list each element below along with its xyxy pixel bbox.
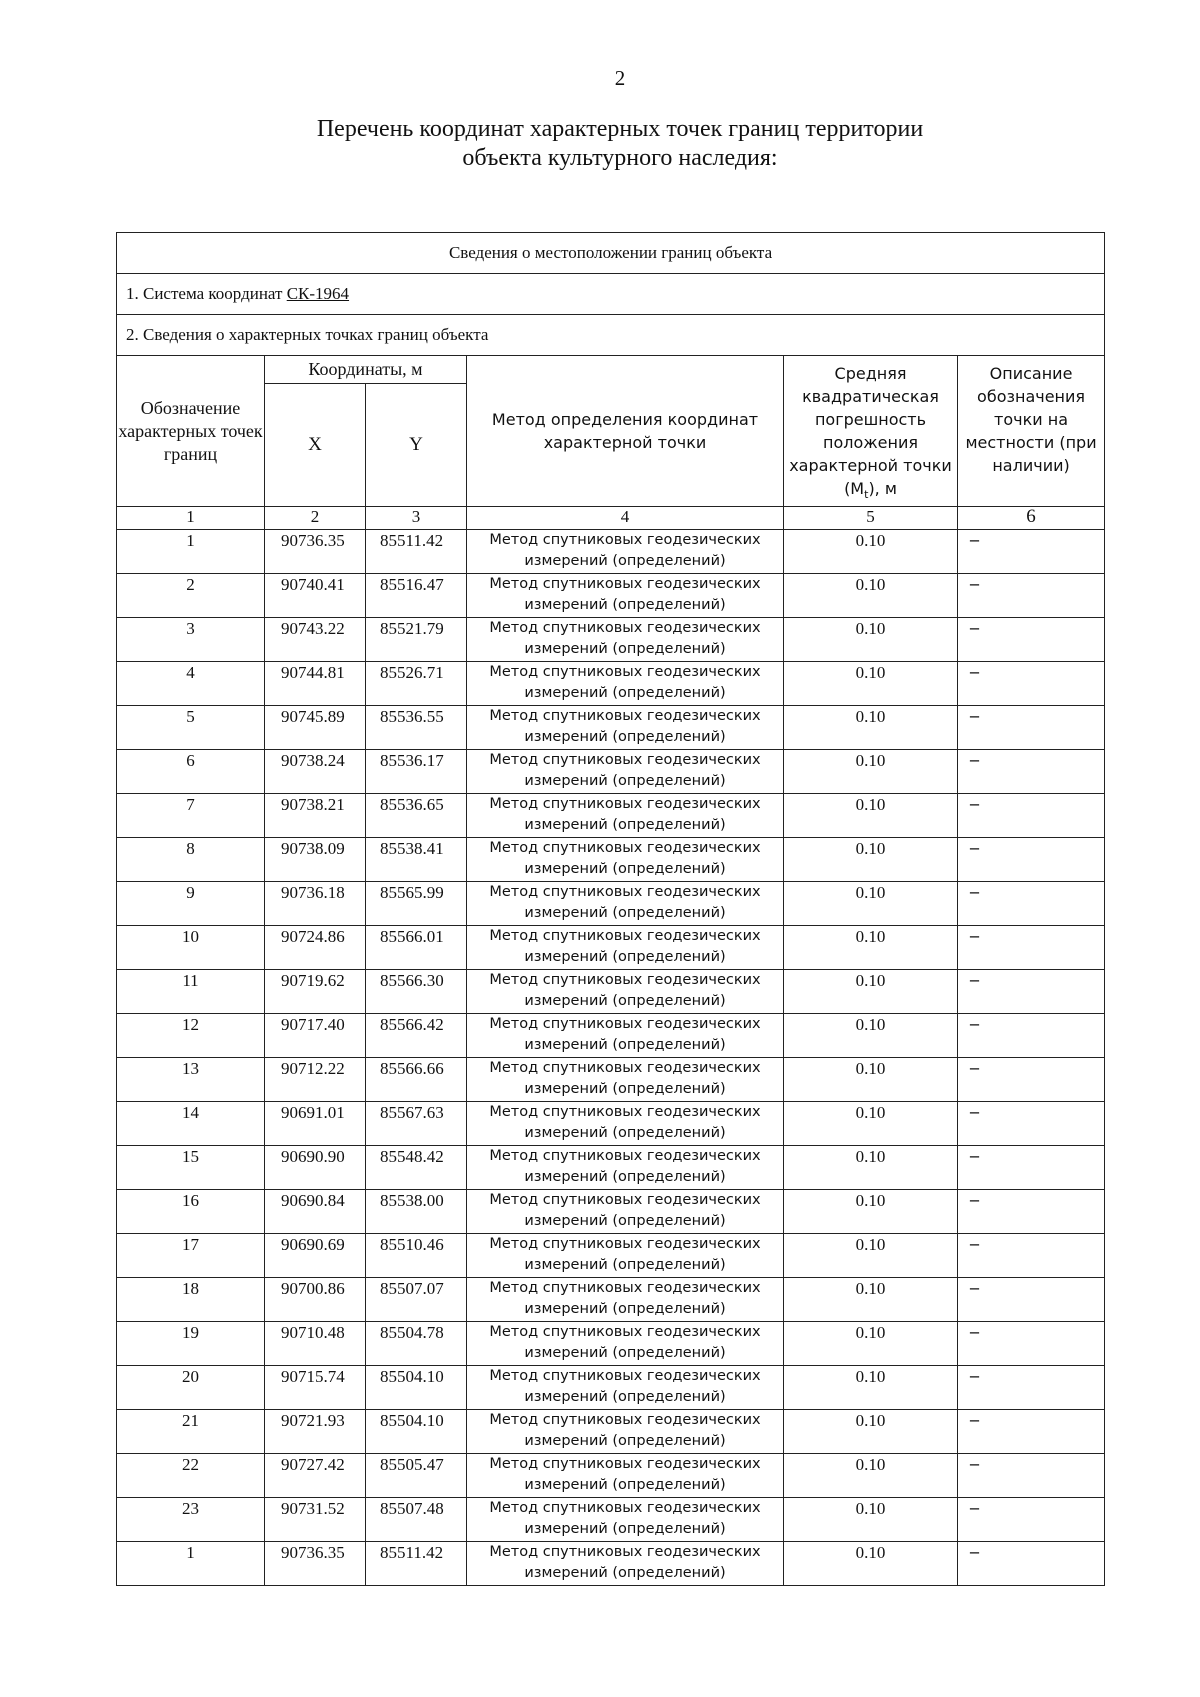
- x-cell: 90690.90: [265, 1146, 366, 1190]
- point-cell: 3: [117, 618, 265, 662]
- error-cell: 0.10: [784, 1014, 958, 1058]
- table-row: [117, 1146, 1105, 1190]
- point-cell: 21: [117, 1410, 265, 1454]
- method-line-2: измерений (определений): [524, 597, 726, 614]
- table-row: [117, 1102, 1105, 1146]
- y-cell: 85566.30: [366, 970, 467, 1014]
- table-row: [117, 882, 1105, 926]
- point-cell: 19: [117, 1322, 265, 1366]
- header-point: Обозначение характерных точек границ: [117, 356, 265, 507]
- method-cell: [467, 1190, 784, 1234]
- error-cell: 0.10: [784, 1366, 958, 1410]
- point-cell: 2: [117, 574, 265, 618]
- table-row: [117, 750, 1105, 794]
- header-x: X: [265, 383, 366, 506]
- x-cell: 90717.40: [265, 1014, 366, 1058]
- column-number: 2: [265, 507, 366, 530]
- error-cell: 0.10: [784, 1542, 958, 1586]
- method-line-2: измерений (определений): [524, 1125, 726, 1142]
- method-line-1: Метод спутниковых геодезических: [489, 1104, 761, 1121]
- method-cell: [467, 1366, 784, 1410]
- method-line-1: Метод спутниковых геодезических: [489, 1412, 761, 1429]
- method-cell: [467, 1410, 784, 1454]
- y-cell: 85567.63: [366, 1102, 467, 1146]
- table-row: [117, 618, 1105, 662]
- method-line-2: измерений (определений): [524, 729, 726, 746]
- point-cell: 9: [117, 882, 265, 926]
- x-cell: 90738.21: [265, 794, 366, 838]
- method-cell: [467, 662, 784, 706]
- table-row: [117, 706, 1105, 750]
- y-cell: 85538.41: [366, 838, 467, 882]
- x-cell: 90736.18: [265, 882, 366, 926]
- x-cell: 90691.01: [265, 1102, 366, 1146]
- method-cell: [467, 882, 784, 926]
- table-row: [117, 926, 1105, 970]
- point-cell: 12: [117, 1014, 265, 1058]
- point-cell: 1: [117, 1542, 265, 1586]
- method-line-2: измерений (определений): [524, 1345, 726, 1362]
- description-cell: –: [958, 1410, 1105, 1454]
- table-row: [117, 574, 1105, 618]
- x-cell: 90736.35: [265, 1542, 366, 1586]
- header-error: [784, 356, 958, 507]
- point-cell: 16: [117, 1190, 265, 1234]
- method-line-2: измерений (определений): [524, 993, 726, 1010]
- point-cell: 22: [117, 1454, 265, 1498]
- point-cell: 5: [117, 706, 265, 750]
- method-line-1: Метод спутниковых геодезических: [489, 884, 761, 901]
- point-cell: 20: [117, 1366, 265, 1410]
- description-cell: –: [958, 1102, 1105, 1146]
- point-cell: 18: [117, 1278, 265, 1322]
- error-cell: 0.10: [784, 662, 958, 706]
- error-cell: 0.10: [784, 882, 958, 926]
- method-line-2: измерений (определений): [524, 685, 726, 702]
- error-cell: 0.10: [784, 1234, 958, 1278]
- x-cell: 90710.48: [265, 1322, 366, 1366]
- x-cell: 90736.35: [265, 530, 366, 574]
- table-row: [117, 1498, 1105, 1542]
- method-cell: [467, 926, 784, 970]
- description-cell: –: [958, 1278, 1105, 1322]
- method-line-1: Метод спутниковых геодезических: [489, 664, 761, 681]
- error-cell: 0.10: [784, 794, 958, 838]
- point-cell: 11: [117, 970, 265, 1014]
- x-cell: 90721.93: [265, 1410, 366, 1454]
- description-cell: –: [958, 574, 1105, 618]
- method-line-2: измерений (определений): [524, 1521, 726, 1538]
- table-row: [117, 1058, 1105, 1102]
- x-cell: 90731.52: [265, 1498, 366, 1542]
- coordinates-table: [116, 232, 1105, 1586]
- description-cell: –: [958, 926, 1105, 970]
- method-cell: [467, 1102, 784, 1146]
- table-row: [117, 1014, 1105, 1058]
- y-cell: 85536.17: [366, 750, 467, 794]
- error-cell: 0.10: [784, 838, 958, 882]
- method-cell: [467, 750, 784, 794]
- column-header-row-1: [117, 356, 1105, 384]
- method-line-2: измерений (определений): [524, 553, 726, 570]
- method-cell: [467, 1234, 784, 1278]
- description-cell: –: [958, 882, 1105, 926]
- method-line-1: Метод спутниковых геодезических: [489, 1456, 761, 1473]
- method-line-1: Метод спутниковых геодезических: [489, 620, 761, 637]
- method-line-2: измерений (определений): [524, 1389, 726, 1406]
- x-cell: 90715.74: [265, 1366, 366, 1410]
- y-cell: 85536.55: [366, 706, 467, 750]
- method-cell: [467, 530, 784, 574]
- method-line-1: Метод спутниковых геодезических: [489, 752, 761, 769]
- description-cell: –: [958, 706, 1105, 750]
- method-line-1: Метод спутниковых геодезических: [489, 1060, 761, 1077]
- method-line-2: измерений (определений): [524, 1301, 726, 1318]
- coord-system-cell: [117, 274, 1105, 315]
- x-cell: 90727.42: [265, 1454, 366, 1498]
- method-line-1: Метод спутниковых геодезических: [489, 796, 761, 813]
- y-cell: 85565.99: [366, 882, 467, 926]
- table-row: [117, 530, 1105, 574]
- document-title-line-1: Перечень координат характерных точек границ территории: [316, 116, 924, 142]
- method-line-2: измерений (определений): [524, 1081, 726, 1098]
- description-cell: –: [958, 662, 1105, 706]
- description-cell: –: [958, 1498, 1105, 1542]
- method-cell: [467, 1058, 784, 1102]
- point-cell: 14: [117, 1102, 265, 1146]
- table-row: [117, 1190, 1105, 1234]
- method-cell: [467, 970, 784, 1014]
- header-y: Y: [366, 383, 467, 506]
- error-cell: 0.10: [784, 1454, 958, 1498]
- x-cell: 90740.41: [265, 574, 366, 618]
- method-line-2: измерений (определений): [524, 641, 726, 658]
- y-cell: 85511.42: [366, 530, 467, 574]
- header-method: Метод определения координат характерной точки: [467, 356, 784, 507]
- section-header: Сведения о местоположении границ объекта: [117, 233, 1105, 274]
- x-cell: 90700.86: [265, 1278, 366, 1322]
- column-numbers-row: [117, 507, 1105, 530]
- description-cell: –: [958, 1058, 1105, 1102]
- method-line-1: Метод спутниковых геодезических: [489, 840, 761, 857]
- method-cell: [467, 1278, 784, 1322]
- method-line-2: измерений (определений): [524, 1169, 726, 1186]
- table-row: [117, 1410, 1105, 1454]
- method-line-1: Метод спутниковых геодезических: [489, 576, 761, 593]
- method-line-1: Метод спутниковых геодезических: [489, 1016, 761, 1033]
- y-cell: 85566.42: [366, 1014, 467, 1058]
- error-cell: 0.10: [784, 926, 958, 970]
- description-cell: –: [958, 530, 1105, 574]
- coord-system-label: 1. Система координат: [126, 284, 283, 303]
- column-number: 3: [366, 507, 467, 530]
- error-cell: 0.10: [784, 1278, 958, 1322]
- method-line-2: измерений (определений): [524, 861, 726, 878]
- method-line-2: измерений (определений): [524, 1257, 726, 1274]
- x-cell: 90745.89: [265, 706, 366, 750]
- point-cell: 23: [117, 1498, 265, 1542]
- table-row: [117, 662, 1105, 706]
- method-cell: [467, 1498, 784, 1542]
- description-cell: –: [958, 1366, 1105, 1410]
- method-cell: [467, 1542, 784, 1586]
- table-row: [117, 970, 1105, 1014]
- point-cell: 17: [117, 1234, 265, 1278]
- table-row: [117, 838, 1105, 882]
- y-cell: 85516.47: [366, 574, 467, 618]
- points-header-row: [117, 315, 1105, 356]
- y-cell: 85526.71: [366, 662, 467, 706]
- method-cell: [467, 1322, 784, 1366]
- description-cell: –: [958, 1454, 1105, 1498]
- method-line-1: Метод спутниковых геодезических: [489, 972, 761, 989]
- column-number: 5: [784, 507, 958, 530]
- method-line-2: измерений (определений): [524, 1433, 726, 1450]
- point-cell: 15: [117, 1146, 265, 1190]
- y-cell: 85536.65: [366, 794, 467, 838]
- method-line-1: Метод спутниковых геодезических: [489, 928, 761, 945]
- error-cell: 0.10: [784, 1058, 958, 1102]
- description-cell: –: [958, 1190, 1105, 1234]
- error-cell: 0.10: [784, 1102, 958, 1146]
- point-cell: 1: [117, 530, 265, 574]
- method-cell: [467, 574, 784, 618]
- description-cell: –: [958, 970, 1105, 1014]
- method-line-1: Метод спутниковых геодезических: [489, 1192, 761, 1209]
- error-cell: 0.10: [784, 1498, 958, 1542]
- method-line-2: измерений (определений): [524, 817, 726, 834]
- y-cell: 85510.46: [366, 1234, 467, 1278]
- error-cell: 0.10: [784, 1410, 958, 1454]
- section-header-row: [117, 233, 1105, 274]
- description-cell: –: [958, 1322, 1105, 1366]
- error-cell: 0.10: [784, 750, 958, 794]
- table-row: [117, 1542, 1105, 1586]
- description-cell: –: [958, 1234, 1105, 1278]
- error-cell: 0.10: [784, 1322, 958, 1366]
- header-error-main: Средняя квадратическая погрешность положения характерной точки (M: [789, 364, 952, 498]
- y-cell: 85566.66: [366, 1058, 467, 1102]
- table-row: [117, 1278, 1105, 1322]
- y-cell: 85566.01: [366, 926, 467, 970]
- x-cell: 90690.84: [265, 1190, 366, 1234]
- error-cell: 0.10: [784, 706, 958, 750]
- x-cell: 90719.62: [265, 970, 366, 1014]
- y-cell: 85548.42: [366, 1146, 467, 1190]
- method-cell: [467, 618, 784, 662]
- y-cell: 85521.79: [366, 618, 467, 662]
- method-line-2: измерений (определений): [524, 1213, 726, 1230]
- y-cell: 85504.10: [366, 1366, 467, 1410]
- method-line-1: Метод спутниковых геодезических: [489, 1148, 761, 1165]
- method-cell: [467, 706, 784, 750]
- table-row: [117, 1366, 1105, 1410]
- error-cell: 0.10: [784, 574, 958, 618]
- method-cell: [467, 1014, 784, 1058]
- y-cell: 85538.00: [366, 1190, 467, 1234]
- error-cell: 0.10: [784, 1146, 958, 1190]
- y-cell: 85507.48: [366, 1498, 467, 1542]
- method-line-2: измерений (определений): [524, 773, 726, 790]
- description-cell: –: [958, 1146, 1105, 1190]
- method-cell: [467, 1146, 784, 1190]
- method-cell: [467, 1454, 784, 1498]
- x-cell: 90738.24: [265, 750, 366, 794]
- x-cell: 90724.86: [265, 926, 366, 970]
- method-line-1: Метод спутниковых геодезических: [489, 708, 761, 725]
- x-cell: 90743.22: [265, 618, 366, 662]
- y-cell: 85511.42: [366, 1542, 467, 1586]
- column-number: 4: [467, 507, 784, 530]
- header-error-sub: t: [864, 488, 869, 502]
- header-description: Описание обозначения точки на местности (при наличии): [958, 356, 1105, 507]
- header-coords: Координаты, м: [265, 356, 467, 384]
- method-line-1: Метод спутниковых геодезических: [489, 1324, 761, 1341]
- method-cell: [467, 838, 784, 882]
- table-row: [117, 794, 1105, 838]
- method-line-1: Метод спутниковых геодезических: [489, 1280, 761, 1297]
- method-line-2: измерений (определений): [524, 905, 726, 922]
- error-cell: 0.10: [784, 970, 958, 1014]
- point-cell: 4: [117, 662, 265, 706]
- description-cell: –: [958, 838, 1105, 882]
- column-number: 1: [117, 507, 265, 530]
- point-cell: 7: [117, 794, 265, 838]
- point-cell: 13: [117, 1058, 265, 1102]
- point-cell: 10: [117, 926, 265, 970]
- description-cell: –: [958, 1542, 1105, 1586]
- method-line-1: Метод спутниковых геодезических: [489, 532, 761, 549]
- page-number: 2: [614, 66, 626, 90]
- error-cell: 0.10: [784, 1190, 958, 1234]
- description-cell: –: [958, 618, 1105, 662]
- method-line-1: Метод спутниковых геодезических: [489, 1500, 761, 1517]
- coord-system-value: СК-1964: [286, 284, 350, 303]
- method-line-2: измерений (определений): [524, 949, 726, 966]
- header-error-tail: ), м: [868, 479, 897, 498]
- method-line-2: измерений (определений): [524, 1037, 726, 1054]
- table-row: [117, 1322, 1105, 1366]
- method-line-1: Метод спутниковых геодезических: [489, 1236, 761, 1253]
- error-cell: 0.10: [784, 618, 958, 662]
- error-cell: 0.10: [784, 530, 958, 574]
- method-cell: [467, 794, 784, 838]
- x-cell: 90690.69: [265, 1234, 366, 1278]
- table-row: [117, 1454, 1105, 1498]
- coord-system-row: [117, 274, 1105, 315]
- description-cell: –: [958, 794, 1105, 838]
- y-cell: 85504.78: [366, 1322, 467, 1366]
- method-line-1: Метод спутниковых геодезических: [489, 1544, 761, 1561]
- point-cell: 6: [117, 750, 265, 794]
- x-cell: 90712.22: [265, 1058, 366, 1102]
- column-number: 6: [958, 507, 1105, 530]
- description-cell: –: [958, 1014, 1105, 1058]
- document-title: [0, 115, 1200, 173]
- points-header: 2. Сведения о характерных точках границ объекта: [117, 315, 1105, 356]
- y-cell: 85507.07: [366, 1278, 467, 1322]
- point-cell: 8: [117, 838, 265, 882]
- y-cell: 85505.47: [366, 1454, 467, 1498]
- method-line-2: измерений (определений): [524, 1477, 726, 1494]
- x-cell: 90744.81: [265, 662, 366, 706]
- y-cell: 85504.10: [366, 1410, 467, 1454]
- method-line-2: измерений (определений): [524, 1565, 726, 1582]
- document-title-line-2: объекта культурного наследия:: [462, 145, 778, 171]
- description-cell: –: [958, 750, 1105, 794]
- x-cell: 90738.09: [265, 838, 366, 882]
- method-line-1: Метод спутниковых геодезических: [489, 1368, 761, 1385]
- table-row: [117, 1234, 1105, 1278]
